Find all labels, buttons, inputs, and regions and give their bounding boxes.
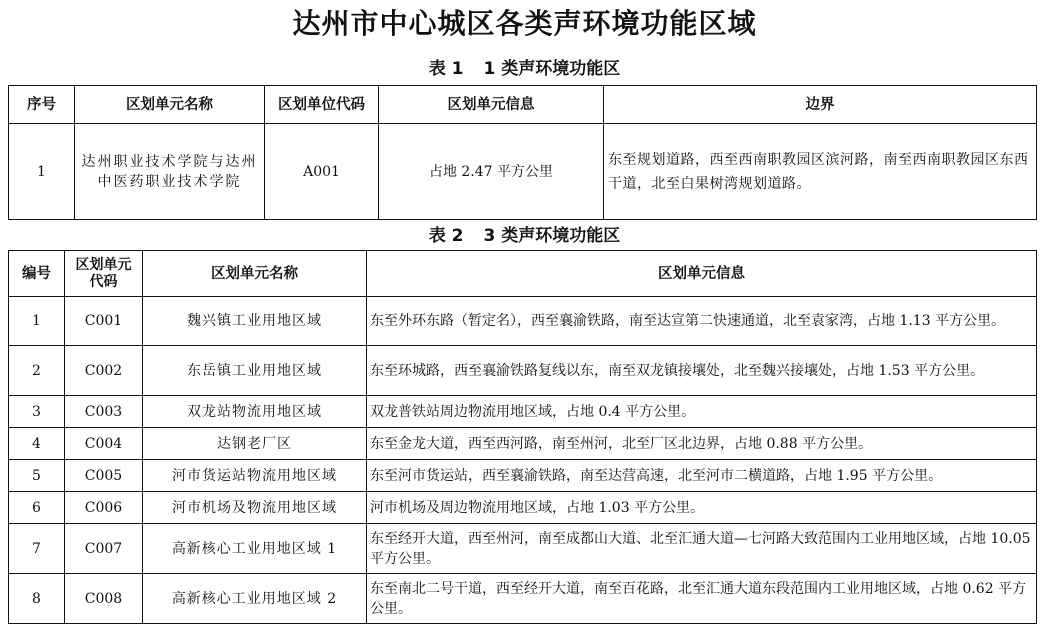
row-no: 6 (9, 492, 65, 524)
table1-header-code: 区划单位代码 (265, 86, 379, 124)
table-2 (8, 250, 1037, 624)
table-row (9, 460, 1037, 492)
row-info: 河市机场及周边物流用地区域，占地 1.03 平方公里。 (367, 492, 1037, 524)
row-no: 4 (9, 428, 65, 460)
table2-caption-prefix: 表 2 (428, 226, 464, 246)
table1-header-name: 区划单元名称 (75, 86, 265, 124)
table1-caption (0, 58, 1049, 80)
table-row (9, 428, 1037, 460)
row-no: 1 (9, 297, 65, 346)
table-row (9, 396, 1037, 428)
row-info: 东至河市货运站，西至襄渝铁路，南至达营高速，北至河市二横道路，占地 1.95 平方公里。 (367, 460, 1037, 492)
table2-header-name: 区划单元名称 (143, 251, 367, 297)
row-code: C005 (65, 460, 143, 492)
row-name: 河市机场及物流用地区域 (143, 492, 367, 524)
row-info: 双龙普铁站周边物流用地区域，占地 0.4 平方公里。 (367, 396, 1037, 428)
row-name: 达钢老厂区 (143, 428, 367, 460)
row-name: 东岳镇工业用地区域 (143, 346, 367, 396)
table1-caption-text: 1 类声环境功能区 (483, 59, 621, 79)
row-code: C008 (65, 574, 143, 624)
table-1 (8, 85, 1037, 220)
row-code: C003 (65, 396, 143, 428)
row-no: 2 (9, 346, 65, 396)
page-title: 达州市中心城区各类声环境功能区域 (292, 7, 757, 40)
table-row (9, 574, 1037, 624)
table2-caption (0, 225, 1049, 247)
row-no: 7 (9, 524, 65, 574)
table-row (9, 346, 1037, 396)
row-code: C001 (65, 297, 143, 346)
table2-header-code: 区划单元代码 (65, 251, 143, 297)
row-name: 魏兴镇工业用地区域 (143, 297, 367, 346)
row-name: 达州职业技术学院与达州中医药职业技术学院 (75, 124, 265, 220)
row-boundary: 东至规划道路，西至西南职教园区滨河路，南至西南职教园区东西干道，北至白果树湾规划道路。 (604, 124, 1037, 220)
row-code: C004 (65, 428, 143, 460)
row-no: 8 (9, 574, 65, 624)
table1-caption-prefix: 表 1 (428, 59, 464, 79)
row-code: C006 (65, 492, 143, 524)
row-code: C002 (65, 346, 143, 396)
table-row (9, 524, 1037, 574)
table1-header-boundary: 边界 (604, 86, 1037, 124)
row-info: 东至经开大道，西至州河，南至成都山大道、北至汇通大道—七河路大致范围内工业用地区域，占地 10.05 平方公里。 (367, 524, 1037, 574)
row-name: 双龙站物流用地区域 (143, 396, 367, 428)
table2-header-no: 编号 (9, 251, 65, 297)
row-info: 占地 2.47 平方公里 (379, 124, 604, 220)
table1-header-no: 序号 (9, 86, 75, 124)
table2-caption-text: 3 类声环境功能区 (483, 226, 621, 246)
table2-header-info: 区划单元信息 (367, 251, 1037, 297)
table2-header-row (9, 251, 1037, 297)
table-row (9, 124, 1037, 220)
table-row (9, 492, 1037, 524)
row-no: 1 (9, 124, 75, 220)
row-info: 东至外环东路（暂定名），西至襄渝铁路，南至达宣第二快速通道，北至袁家湾，占地 1.13 平方公里。 (367, 297, 1037, 346)
table1-header-row (9, 86, 1037, 124)
row-info: 东至金龙大道，西至西河路，南至州河，北至厂区北边界，占地 0.88 平方公里。 (367, 428, 1037, 460)
row-code: C007 (65, 524, 143, 574)
row-info: 东至环城路，西至襄渝铁路复线以东，南至双龙镇接壤处，北至魏兴接壤处，占地 1.53 平方公里。 (367, 346, 1037, 396)
row-name: 高新核心工业用地区域 2 (143, 574, 367, 624)
table1-header-info: 区划单元信息 (379, 86, 604, 124)
table-row (9, 297, 1037, 346)
row-name: 高新核心工业用地区域 1 (143, 524, 367, 574)
row-code: A001 (265, 124, 379, 220)
row-no: 5 (9, 460, 65, 492)
row-no: 3 (9, 396, 65, 428)
row-info: 东至南北二号干道，西至经开大道，南至百花路，北至汇通大道东段范围内工业用地区域，占地 0.62 平方公里。 (367, 574, 1037, 624)
row-name: 河市货运站物流用地区域 (143, 460, 367, 492)
